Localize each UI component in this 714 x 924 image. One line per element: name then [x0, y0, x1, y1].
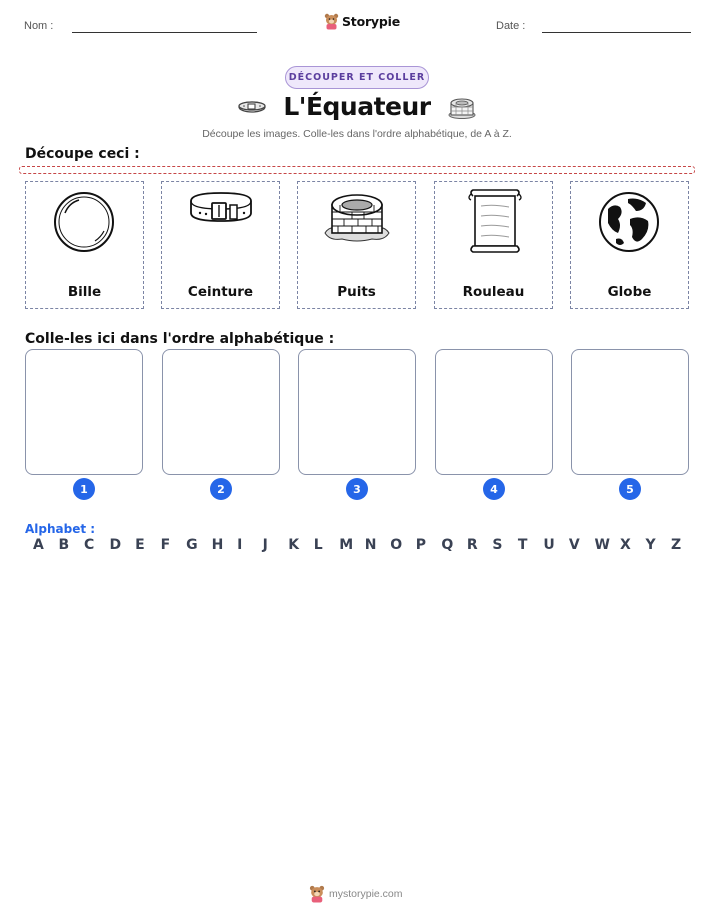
alphabet-letter: F — [160, 537, 171, 553]
alphabet-title: Alphabet : — [25, 522, 96, 536]
alphabet-letter: O — [390, 537, 403, 553]
cut-label: Ceinture — [187, 284, 254, 300]
alphabet-letter: Z — [671, 537, 682, 553]
footer — [309, 885, 403, 903]
cut-card-puits[interactable] — [297, 181, 416, 309]
number-badge: 2 — [210, 478, 232, 500]
cut-label: Globe — [607, 284, 652, 300]
title-row — [0, 92, 714, 121]
activity-badge: DÉCOUPER ET COLLER — [285, 66, 429, 89]
alphabet-letter: S — [492, 537, 503, 553]
cut-label: Rouleau — [462, 284, 525, 300]
well-icon — [447, 94, 477, 120]
cut-card-bille[interactable] — [25, 181, 144, 309]
alphabet-letter: W — [594, 537, 610, 553]
cut-label: Bille — [67, 284, 102, 300]
name-label: Nom : — [24, 20, 54, 32]
instructions: Découpe les images. Colle-les dans l'ordre alphabétique, de A à Z. — [202, 128, 512, 140]
number-badge: 1 — [73, 478, 95, 500]
cut-strip — [19, 166, 695, 174]
number-badge: 3 — [346, 478, 368, 500]
alphabet-letter: T — [517, 537, 528, 553]
cut-card-ceinture[interactable] — [161, 181, 280, 309]
paste-box-4[interactable] — [435, 349, 553, 475]
well-icon — [322, 189, 392, 245]
alphabet-letter: D — [109, 537, 122, 553]
alphabet-letter: C — [84, 537, 95, 553]
alphabet-letter: P — [415, 537, 427, 553]
globe-icon — [596, 189, 662, 255]
paste-box-1[interactable] — [25, 349, 143, 475]
belt-icon — [186, 189, 256, 239]
bear-mascot-icon — [324, 13, 339, 30]
cut-label: Puits — [337, 284, 376, 300]
cut-card-globe[interactable] — [570, 181, 689, 309]
paste-box-3[interactable] — [298, 349, 416, 475]
alphabet-letter: V — [568, 537, 580, 553]
name-line[interactable] — [72, 32, 257, 33]
alphabet-letter: N — [364, 537, 377, 553]
scroll-icon — [463, 188, 527, 254]
date-label: Date : — [496, 20, 526, 32]
page-title: L'Équateur — [283, 92, 431, 121]
cut-card-rouleau[interactable] — [434, 181, 553, 309]
alphabet-letter: H — [211, 537, 224, 553]
alphabet-letter: K — [288, 537, 300, 553]
paste-box-2[interactable] — [162, 349, 280, 475]
alphabet-letter: L — [313, 537, 323, 553]
bear-mascot-icon — [309, 885, 325, 903]
alphabet-letter: U — [543, 537, 555, 553]
footer-site[interactable]: mystorypie.com — [329, 888, 403, 900]
alphabet-letter: E — [135, 537, 145, 553]
alphabet-letter: I — [237, 537, 243, 553]
paste-section-title: Colle-les ici dans l'ordre alphabétique : — [25, 331, 335, 347]
alphabet-letter: Y — [645, 537, 656, 553]
marble-icon — [51, 189, 117, 255]
alphabet-letter: J — [262, 537, 268, 553]
alphabet-letter: R — [466, 537, 478, 553]
number-badge: 4 — [483, 478, 505, 500]
belt-icon — [237, 98, 267, 116]
paste-box-5[interactable] — [571, 349, 689, 475]
date-line[interactable] — [542, 32, 691, 33]
alphabet-letter: G — [186, 537, 198, 553]
alphabet-letter: B — [58, 537, 70, 553]
number-badge: 5 — [619, 478, 641, 500]
alphabet-letter: X — [619, 537, 631, 553]
brand-logo — [324, 13, 400, 30]
alphabet-letter: Q — [441, 537, 454, 553]
alphabet-letter: A — [33, 537, 44, 553]
cut-section-title: Découpe ceci : — [25, 146, 140, 162]
alphabet-letter: M — [339, 537, 354, 553]
brand-name: Storypie — [342, 14, 400, 29]
